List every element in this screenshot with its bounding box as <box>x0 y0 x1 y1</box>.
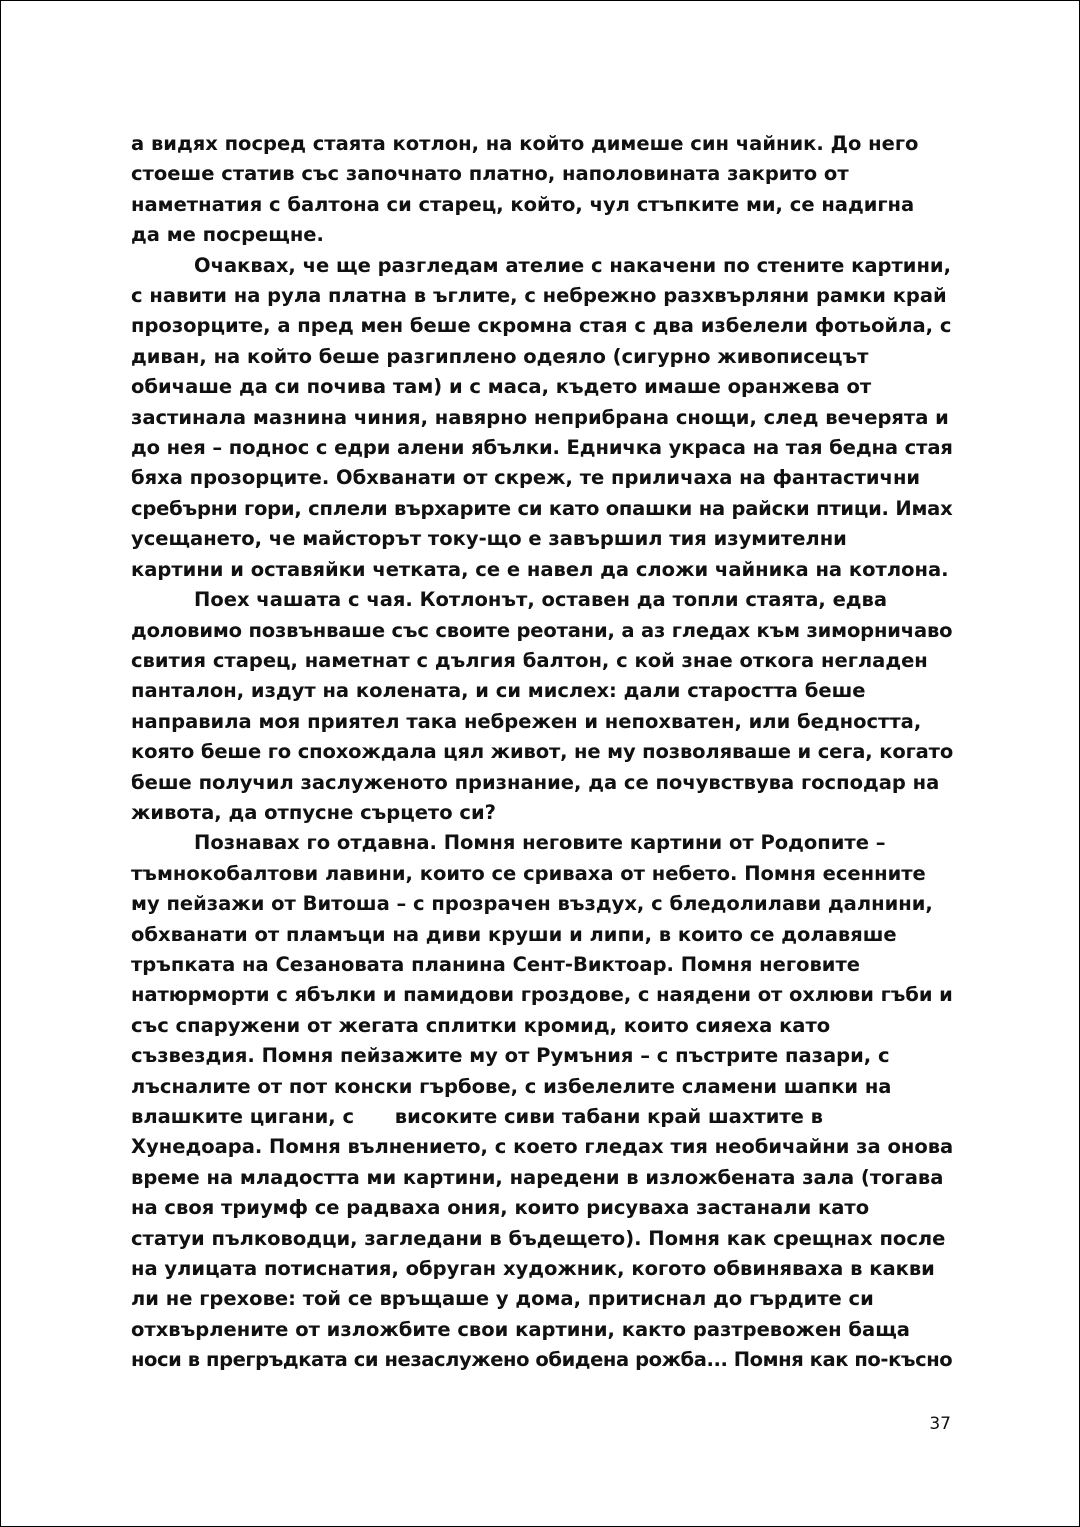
text-line: а видях посред стаята котлон, на който димеше син чайник. До него <box>131 132 919 155</box>
text-line: носи в прегръдката си незаслужено обидена рожба... Помня как по-късно <box>131 1348 953 1372</box>
text-line: свития старец, наметнат с дългия балтон, с кой знае откога негладен <box>131 648 928 672</box>
text-line: панталон, издут на колената, и си мислех: дали старостта беше <box>131 679 866 703</box>
text-line: обхванати от пламъци на диви круши и липи, в които се долавяше <box>131 922 897 946</box>
text-line: с навити на рула платна в ъглите, с небрежно разхвърляни рамки край <box>131 284 947 308</box>
text-line: съзвездия. Помня пейзажите му от Румъния – с пъстрите пазари, с <box>131 1044 890 1068</box>
text-line: обичаше да си почива там) и с маса, където имаше оранжева от <box>131 375 872 399</box>
text-line: тъмнокобалтови лавини, които се сриваха от небето. Помня есенните <box>131 861 926 885</box>
text-line: беше получил заслуженото признание, да се почувствува господар на <box>131 770 940 794</box>
text-line: стоеше статив със започнато платно, наполовината закрито от <box>131 162 849 186</box>
text-line: доловимо позвънваше със своите реотани, а аз гледах към зиморничаво <box>131 618 953 642</box>
text-line: му пейзажи от Витоша – с прозрачен въздух, с бледолилави далнини, <box>131 892 933 916</box>
text-line: картини и оставяйки четката, се е навел да сложи чайника на котлона. <box>131 557 949 581</box>
text-line: отхвърлените от изложбите свои картини, както разтревожен баща <box>131 1317 910 1341</box>
text-line: натюрморти с ябълки и памидови гроздове, с наядени от охлюви гъби и <box>131 983 953 1007</box>
text-line: ли не грехове: той се връщаше у дома, притиснал до гърдите си <box>131 1287 874 1311</box>
text-line: влашките цигани, с високите сиви табани край шахтите в <box>131 1105 824 1128</box>
text-line: със спаружени от жегата сплитки кромид, които сияеха като <box>131 1013 831 1037</box>
text-line: да ме посрещне. <box>131 223 324 247</box>
text-line: време на младостта ми картини, наредени в изложбената зала (тогава <box>131 1165 944 1189</box>
paragraph-start-line: Познавах го отдавна. Помня неговите картини от Родопите – <box>194 831 886 855</box>
text-line: на своя триумф се радваха ония, които рисуваха застанали като <box>131 1196 870 1220</box>
text-line: усещането, че майсторът току-що е завършил тия изумителни <box>131 527 847 551</box>
text-line: направила моя приятел така небрежен и непохватен, или бедността, <box>131 709 922 733</box>
paragraph-start-line: Очаквах, че ще разгледам ателие с накачени по стените картини, <box>194 253 951 277</box>
text-line: наметнатия с балтона си старец, който, чул стъпките ми, се надигна <box>131 192 915 216</box>
text-line: тръпката на Сезановата планина Сент-Виктоар. Помня неговите <box>131 952 860 976</box>
page-number: 37 <box>929 1414 951 1434</box>
text-line: която беше го спохождала цял живот, не му позволяваше и сега, когато <box>131 740 953 764</box>
paragraph-start-line: Поех чашата с чая. Котлонът, оставен да топли стаята, едва <box>194 588 888 612</box>
text-line: застинала мазнина чиния, навярно неприбрана снощи, след вечерята и <box>131 405 949 429</box>
text-line: статуи пълководци, загледани в бъдещето). Помня как срещнах после <box>131 1226 946 1250</box>
text-line: бяха прозорците. Обхванати от скреж, те приличаха на фантастични <box>131 466 921 490</box>
text-line: живота, да отпусне сърцето си? <box>131 800 496 824</box>
text-line: на улицата потиснатия, обруган художник, когото обвиняваха в какви <box>131 1257 935 1281</box>
text-line: до нея – поднос с едри алени ябълки. Едничка украса на тая бедна стая <box>131 436 953 460</box>
text-line: диван, на който беше разгиплено одеяло (сигурно живописецът <box>131 344 869 368</box>
body-text <box>131 129 953 1376</box>
text-line: прозорците, а пред мен беше скромна стая с два избелели фотьойла, с <box>131 314 952 338</box>
text-line: лъсналите от пот конски гърбове, с избелелите сламени шапки на <box>131 1074 892 1098</box>
text-line: сребърни гори, сплели върхарите си като опашки на райски птици. Имах <box>131 496 953 520</box>
text-line: Хунедоара. Помня вълнението, с което гледах тия необичайни за онова <box>131 1135 953 1159</box>
